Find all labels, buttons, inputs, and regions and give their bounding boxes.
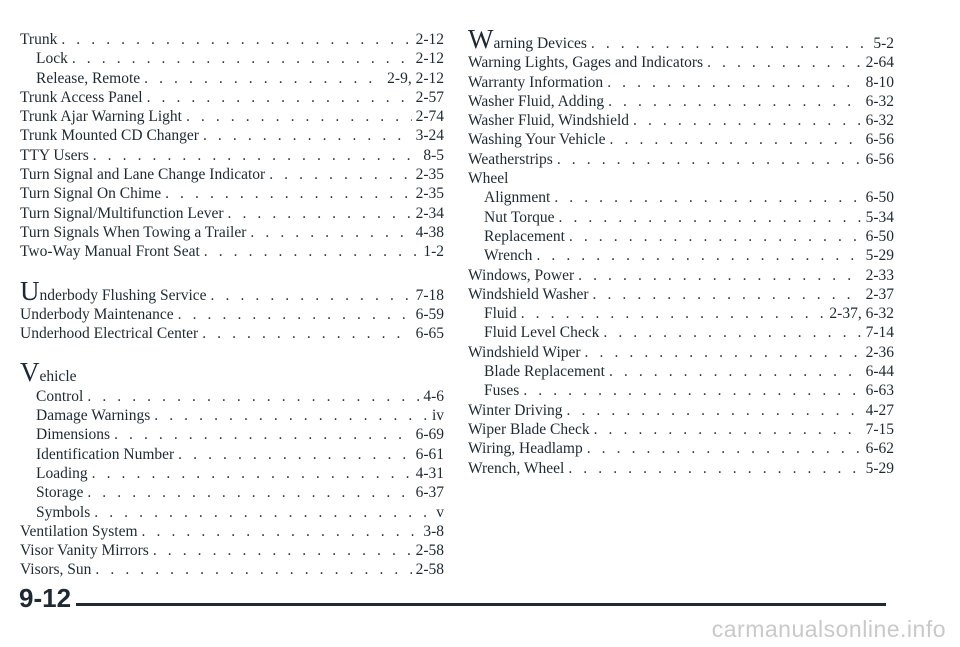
index-entry-label: Visor Vanity Mirrors (20, 542, 149, 560)
index-entry-page: 2-35 (415, 166, 444, 184)
leader-dots (61, 30, 411, 49)
index-entry-label: Damage Warnings (36, 407, 151, 425)
leader-dots (114, 425, 412, 444)
index-subentry (20, 483, 444, 502)
index-subentry (20, 69, 444, 88)
leader-dots (204, 242, 420, 261)
leader-dots (603, 323, 861, 342)
leader-dots (567, 401, 862, 420)
section-initial-u: U (20, 275, 40, 306)
index-subentry (20, 406, 444, 425)
page-number: 9-12 (19, 583, 72, 613)
leader-dots (607, 73, 861, 92)
index-subentry (468, 323, 894, 342)
index-entry-page: 6-50 (865, 227, 894, 245)
leader-dots (707, 53, 862, 72)
index-subentry (20, 445, 444, 464)
index-entry-label: Fluid (484, 305, 517, 323)
index-entry-label: TTY Users (20, 146, 89, 164)
section-initial-w: W (468, 24, 494, 54)
index-subentry (20, 503, 444, 522)
leader-dots (554, 188, 861, 207)
index-entry-label: Wrench (484, 247, 533, 265)
index-entry (20, 165, 444, 184)
index-entry-label: Wrench, Wheel (468, 459, 565, 477)
index-subentry (468, 362, 894, 381)
index-entry-page: 6-61 (415, 445, 444, 463)
index-entry-page: 6-37 (415, 484, 444, 502)
index-entry-page: 4-6 (423, 387, 444, 405)
index-entry-page: 6-50 (865, 189, 894, 207)
index-entry-page: 2-36 (865, 343, 894, 361)
index-subentry (468, 188, 894, 207)
index-entry-label: Wheel (468, 170, 509, 188)
index-entry-page: 6-62 (865, 440, 894, 458)
index-entry (20, 541, 444, 560)
index-entry (468, 92, 894, 111)
index-entry-label-rest: nderbody Flushing Service (39, 286, 207, 304)
leader-dots (92, 464, 412, 483)
index-subentry (468, 304, 894, 323)
index-entry-label (468, 24, 587, 54)
leader-dots (610, 130, 862, 149)
index-entry-label: Lock (36, 50, 68, 68)
leader-dots (608, 92, 861, 111)
leader-dots (269, 165, 411, 184)
index-entry-label: Underhood Electrical Center (20, 325, 199, 343)
index-entry-page: 5-29 (865, 459, 894, 477)
index-entry-label: Wiper Blade Check (468, 420, 590, 438)
index-entry-label: Turn Signal/Multifunction Lever (20, 204, 224, 222)
index-entry-page: 2-37, 6-32 (829, 305, 894, 323)
index-entry-page: 2-57 (415, 88, 444, 106)
index-subentry (468, 208, 894, 227)
index-entry (20, 522, 444, 541)
leader-dots (521, 304, 826, 323)
leader-dots (250, 223, 411, 242)
index-entry-page: 6-59 (415, 305, 444, 323)
index-entry-label: Washer Fluid, Adding (468, 92, 605, 110)
index-entry (468, 401, 894, 420)
index-entry-page: 5-29 (865, 247, 894, 265)
index-section-v (20, 357, 444, 579)
index-entry-page: 2-37 (865, 285, 894, 303)
index-entry-label: Ventilation System (20, 522, 138, 540)
index-entry-label: Winter Driving (468, 401, 563, 419)
index-entry (20, 146, 444, 165)
leader-dots (72, 49, 412, 68)
index-entry-label: Underbody Maintenance (20, 305, 174, 323)
index-entry-page: 4-31 (415, 464, 444, 482)
index-entry-page: 1-2 (423, 243, 444, 261)
index-entry (468, 73, 894, 92)
index-subentry (20, 49, 444, 68)
index-entry-page: 6-63 (865, 382, 894, 400)
leader-dots (87, 483, 411, 502)
index-entry-page: 2-12 (415, 31, 444, 48)
index-right-column (468, 24, 894, 492)
index-entry-page: 6-56 (865, 150, 894, 168)
index-entry-label: Symbols (36, 503, 91, 521)
index-entry (20, 560, 444, 579)
index-entry-underbody-flushing-service (20, 275, 444, 306)
index-entry-label: Washer Fluid, Windshield (468, 112, 630, 130)
index-entry (468, 439, 894, 458)
leader-dots (557, 150, 862, 169)
leader-dots (95, 560, 411, 579)
index-left-column (20, 30, 444, 594)
index-entry-page: v (436, 503, 444, 521)
leader-dots (633, 111, 862, 130)
index-entry (20, 184, 444, 203)
index-section-w (468, 24, 894, 478)
index-entry (20, 324, 444, 343)
index-entry-page: 6-56 (865, 131, 894, 149)
index-entry-label: Turn Signal On Chime (20, 185, 162, 203)
index-entry-page: 7-18 (415, 286, 444, 304)
index-entry-page: 3-8 (423, 522, 444, 540)
index-entry (20, 223, 444, 242)
index-entry-page: 7-15 (865, 420, 894, 438)
index-entry-label: Blade Replacement (484, 363, 605, 381)
leader-dots (587, 439, 862, 458)
index-entry-label: Trunk Access Panel (20, 88, 143, 106)
leader-dots (559, 208, 862, 227)
index-entry (468, 130, 894, 149)
index-entry-label: Visors, Sun (20, 561, 92, 579)
index-entry (468, 459, 894, 478)
index-entry-label-rest: arning Devices (493, 35, 587, 52)
leader-dots (165, 184, 411, 203)
index-entry-label: Windshield Washer (468, 285, 589, 303)
leader-dots (578, 266, 861, 285)
index-entry-page: 2-74 (415, 108, 444, 126)
index-section-trunk-tw (20, 30, 444, 262)
index-entry-label (20, 275, 207, 306)
index-subentry (468, 381, 894, 400)
index-entry-page: 8-10 (865, 73, 894, 91)
index-entry-label: Loading (36, 464, 88, 482)
index-entry-label: Trunk Ajar Warning Light (20, 108, 182, 126)
index-entry-page: 8-5 (423, 146, 444, 164)
index-entry-label: Washing Your Vehicle (468, 131, 606, 149)
index-entry (468, 169, 894, 188)
leader-dots (585, 343, 862, 362)
index-subentry (20, 387, 444, 406)
index-entry-label: Warranty Information (468, 73, 604, 91)
index-entry-label: Nut Torque (484, 208, 555, 226)
index-entry (468, 111, 894, 130)
index-entry-label: Release, Remote (36, 69, 141, 87)
leader-dots (228, 204, 412, 223)
leader-dots (609, 362, 862, 381)
leader-dots (536, 246, 861, 265)
leader-dots (186, 107, 412, 126)
index-entry (20, 305, 444, 324)
index-entry-page: 4-38 (415, 223, 444, 241)
leader-dots (593, 285, 862, 304)
leader-dots (94, 503, 432, 522)
index-entry-page: 5-34 (865, 208, 894, 226)
leader-dots (203, 126, 412, 145)
leader-dots (87, 387, 419, 406)
index-entry-page: 2-35 (415, 185, 444, 203)
index-entry-label (20, 357, 77, 388)
index-entry-label: Control (36, 387, 84, 405)
index-entry-label: Replacement (484, 227, 565, 245)
leader-dots (202, 324, 411, 343)
index-entry-label: Windows, Power (468, 266, 575, 284)
index-section-u (20, 275, 444, 344)
index-entry-page: 3-24 (415, 127, 444, 145)
leader-dots (154, 406, 428, 425)
index-entry-warning-devices (468, 24, 894, 54)
index-heading-vehicle (20, 357, 444, 388)
index-subentry (20, 425, 444, 444)
leader-dots (147, 88, 412, 107)
index-entry-label: Wiring, Headlamp (468, 440, 583, 458)
leader-dots (523, 381, 861, 400)
index-entry-page: 6-65 (415, 325, 444, 343)
index-entry-label: Weatherstrips (468, 150, 553, 168)
leader-dots (142, 522, 420, 541)
leader-dots (144, 69, 383, 88)
index-entry-page: 2-58 (415, 561, 444, 579)
index-entry-label: Alignment (484, 189, 551, 207)
index-entry-page: 4-27 (865, 401, 894, 419)
index-entry (468, 53, 894, 72)
index-entry-page: 5-2 (873, 35, 894, 52)
leader-dots (93, 146, 420, 165)
index-entry-label: Turn Signal and Lane Change Indicator (20, 166, 266, 184)
leader-dots (178, 305, 412, 324)
index-entry (468, 343, 894, 362)
index-entry (468, 285, 894, 304)
index-entry-label: Storage (36, 484, 84, 502)
section-initial-v: V (20, 357, 40, 388)
footer-rule (76, 603, 886, 606)
index-subentry (20, 464, 444, 483)
index-entry-label: Turn Signals When Towing a Trailer (20, 223, 247, 241)
index-entry-page: 6-32 (865, 112, 894, 130)
index-entry-label: Identification Number (36, 445, 175, 463)
index-entry-label: Windshield Wiper (468, 343, 581, 361)
index-entry (20, 126, 444, 145)
index-entry (20, 107, 444, 126)
index-entry-label: Two-Way Manual Front Seat (20, 243, 200, 261)
index-entry (468, 266, 894, 285)
index-entry (468, 150, 894, 169)
index-entry-label: Dimensions (36, 426, 111, 444)
index-entry-label: Fluid Level Check (484, 324, 600, 342)
leader-dots (153, 541, 412, 560)
index-entry (468, 420, 894, 439)
leader-dots (591, 34, 869, 53)
index-entry-page: 7-14 (865, 324, 894, 342)
index-entry-label: Trunk (20, 31, 58, 48)
index-entry-label: Trunk Mounted CD Changer (20, 127, 199, 145)
index-entry-page: 6-32 (865, 92, 894, 110)
index-entry-page: iv (431, 407, 444, 425)
index-subentry (468, 246, 894, 265)
index-entry (20, 242, 444, 261)
leader-dots (569, 227, 862, 246)
index-entry-page: 2-33 (865, 266, 894, 284)
index-entry-page: 2-58 (415, 542, 444, 560)
index-subentry (468, 227, 894, 246)
index-entry-page: 6-69 (415, 426, 444, 444)
index-entry-label: Fuses (484, 382, 520, 400)
index-entry (20, 204, 444, 223)
index-entry-page: 2-34 (415, 204, 444, 222)
index-entry-page: 6-44 (865, 363, 894, 381)
index-entry-page: 2-9, 2-12 (387, 69, 444, 87)
index-entry-page: 2-64 (865, 54, 894, 72)
watermark: carmanualsonline.info (711, 616, 946, 642)
index-entry-label-rest: ehicle (39, 368, 77, 386)
leader-dots (178, 445, 411, 464)
index-entry-page: 2-12 (415, 50, 444, 68)
leader-dots (568, 459, 861, 478)
leader-dots (211, 286, 412, 305)
leader-dots (594, 420, 862, 439)
index-entry (20, 88, 444, 107)
index-entry-label: Warning Lights, Gages and Indicators (468, 54, 704, 72)
index-entry (20, 30, 444, 49)
